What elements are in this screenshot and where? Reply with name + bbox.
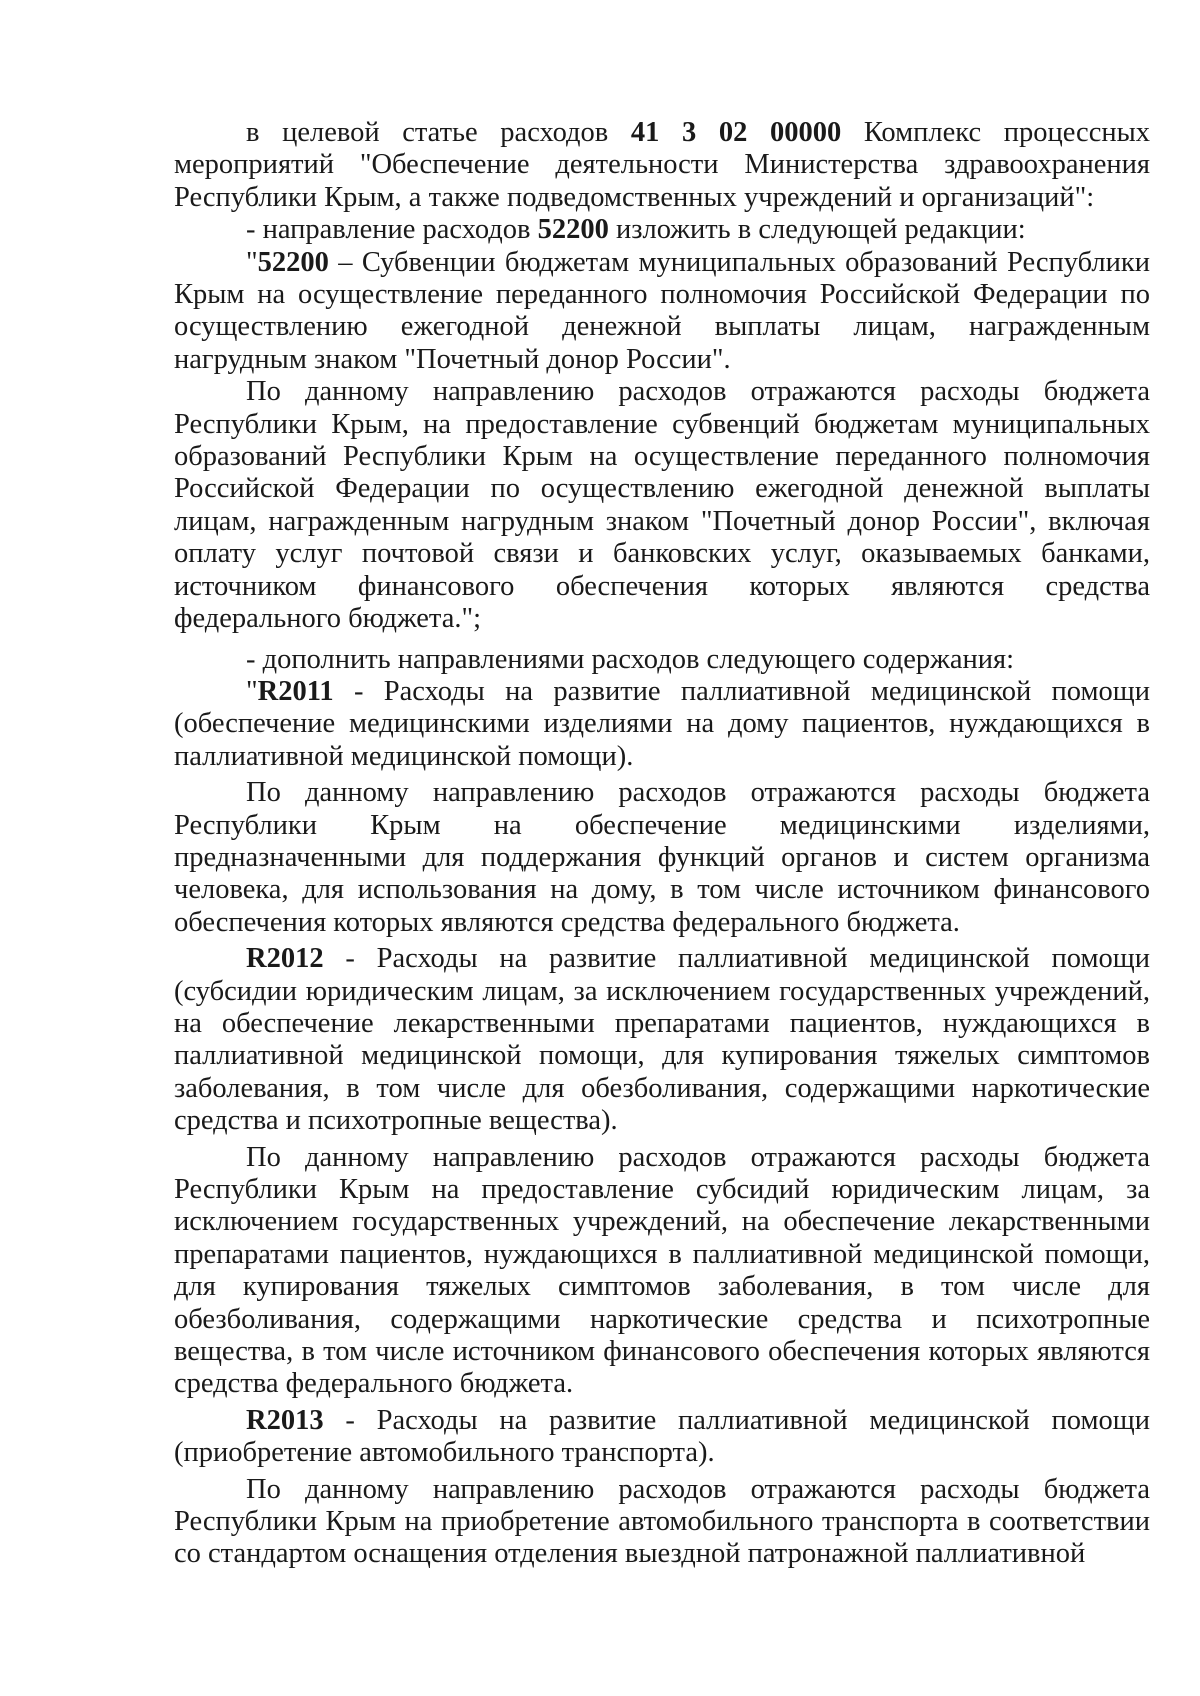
paragraph-add-directions: - дополнить направлениями расходов следующего содержания: [246, 643, 1015, 675]
paragraph-text: - Расходы на развитие паллиативной медицинской помощи (субсидии юридическим лицам, за исключением государственных учреждений, на обеспечение лекарственными препаратами пациентов, нуждающихся в паллиативной медицинской помощи, для купирования тяжелых симптомов заболевания, в том числе для обезболивания, содержащими наркотические средства и психотропные вещества). [174, 943, 1150, 1137]
paragraph-text: - Расходы на развитие паллиативной медицинской помощи (обеспечение медицинскими изделиями на дому пациентов, нуждающихся в паллиативной медицинской помощи). [174, 675, 1150, 772]
paragraph-52200-definition [174, 247, 1150, 377]
document-body [174, 117, 1150, 1571]
paragraph-lead: " [246, 675, 258, 707]
paragraph-text: – Субвенции бюджетам муниципальных образований Республики Крым на осуществление переданного полномочия Российской Федерации по осуществлению ежегодной денежной выплаты лицам, награжденным нагрудным знаком "Почетный донор России". [174, 246, 1150, 375]
paragraph-target-article [174, 117, 1150, 214]
budget-code: R2012 [246, 943, 324, 975]
budget-code: 41 3 02 00000 [630, 117, 842, 148]
budget-code: R2011 [257, 675, 334, 707]
paragraph-lead: " [246, 246, 258, 278]
paragraph-text: Комплекс процессных мероприятий "Обеспечение деятельности Министерства здравоохранения Республики Крым, а также подведомственных учреждений и организаций": [174, 117, 1151, 213]
paragraph-r2012-definition [174, 943, 1150, 1137]
paragraph-r2012-description: По данному направлению расходов отражаются расходы бюджета Республики Крым на предоставление субсидий юридическим лицам, за исключением государственных учреждений, на обеспечение лекарственными препаратами пациентов, нуждающихся в паллиативной медицинской помощи, для купирования тяжелых симптомов заболевания, в том числе для обезболивания, содержащими наркотические средства и психотропные вещества, в том числе источником финансового обеспечения которых являются средства федерального бюджета. [174, 1141, 1150, 1400]
paragraph-lead: - направление расходов [246, 214, 538, 246]
budget-code: 52200 [257, 246, 329, 278]
paragraph-text: изложить в следующей редакции: [608, 214, 1026, 246]
budget-code: 52200 [537, 214, 609, 246]
paragraph-52200-description: По данному направлению расходов отражаются расходы бюджета Республики Крым, на предоставление субвенций бюджетам муниципальных образований Республики Крым на осуществление переданного полномочия Российской Федерации по осуществлению ежегодной денежной выплаты лицам, награжденным нагрудным знаком "Почетный донор России", включая оплату услуг почтовой связи и банковских услуг, оказываемых банками, источником финансового обеспечения которых являются средства федерального бюджета."; [174, 376, 1150, 635]
paragraph-r2013-definition [174, 1405, 1150, 1470]
paragraph-r2013-description: По данному направлению расходов отражаются расходы бюджета Республики Крым на приобретение автомобильного транспорта в соответствии со стандартом оснащения отделения выездной патронажной паллиативной [174, 1473, 1150, 1570]
paragraph-lead: в целевой статье расходов [246, 117, 631, 148]
budget-code: R2013 [246, 1404, 324, 1436]
paragraph-direction-52200 [174, 214, 1150, 246]
paragraph-r2011-description: По данному направлению расходов отражаются расходы бюджета Республики Крым на обеспечение медицинскими изделиями, предназначенными для поддержания функций органов и систем организма человека, для использования на дому, в том числе источником финансового обеспечения которых являются средства федерального бюджета. [174, 777, 1150, 938]
paragraph-text: - Расходы на развитие паллиативной медицинской помощи (приобретение автомобильного транспорта). [174, 1404, 1150, 1469]
paragraph-r2011-definition [174, 676, 1150, 773]
